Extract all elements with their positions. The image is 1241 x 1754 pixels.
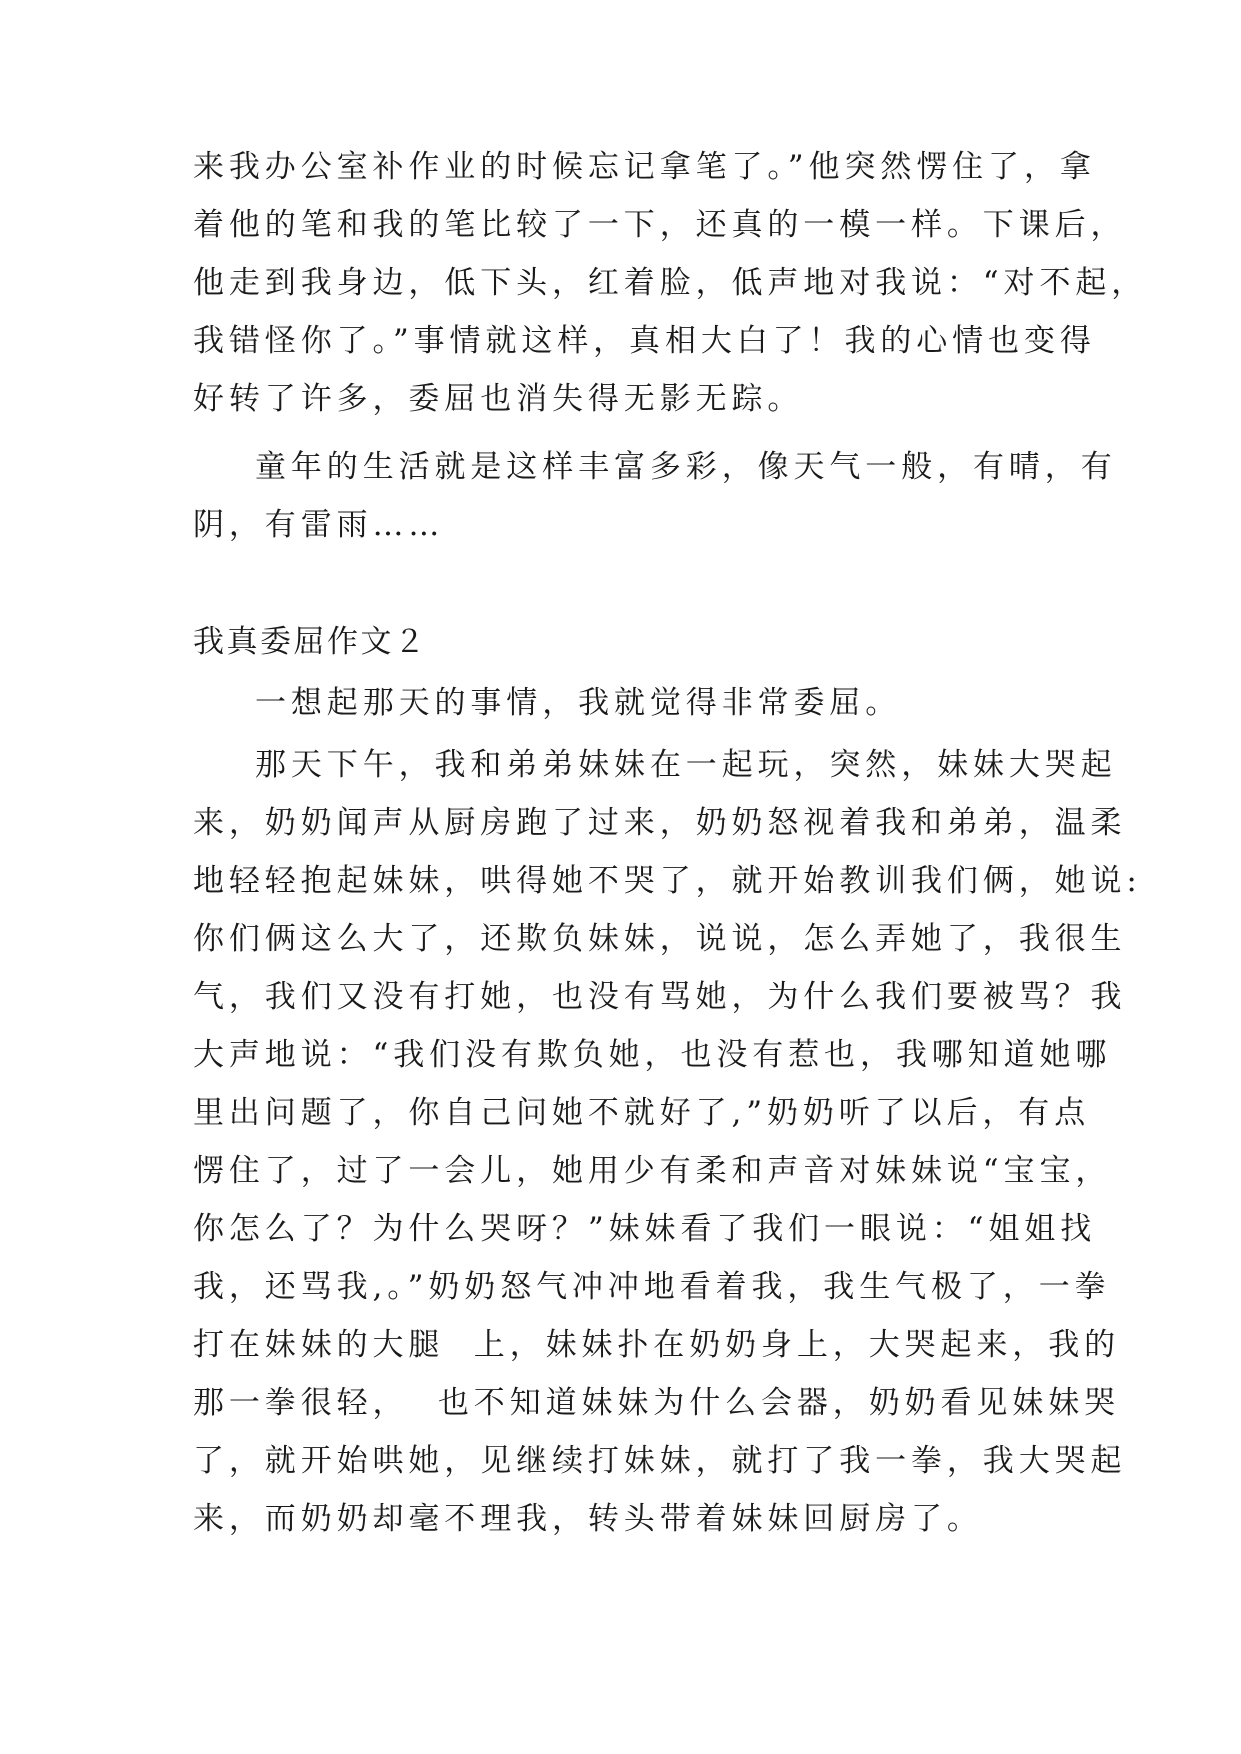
text-line: 你们俩这么大了，还欺负妹妹，说说，怎么弄她了，我很生 xyxy=(193,921,1127,957)
text-line: 打在妹妹的大腿 上，妹妹扑在奶奶身上，大哭起来，我的 xyxy=(193,1327,1121,1363)
text-line: 我，还骂我,。”奶奶怒气冲冲地看着我，我生气极了，一拳 xyxy=(193,1269,1111,1305)
text-line: 好转了许多，委屈也消失得无影无踪。 xyxy=(193,381,804,417)
paragraph-first-line: 那天下午，我和弟弟妹妹在一起玩，突然，妹妹大哭起 xyxy=(255,747,1117,783)
text-line: 气，我们又没有打她，也没有骂她，为什么我们要被骂？我 xyxy=(193,979,1127,1015)
text-line: 地轻轻抱起妹妹，哄得她不哭了，就开始教训我们俩，她说: xyxy=(193,863,1142,899)
text-line: 大声地说：“我们没有欺负她，也没有惹也，我哪知道她哪 xyxy=(193,1037,1112,1073)
text-line: 那一拳很轻， 也不知道妹妹为什么会器，奶奶看见妹妹哭 xyxy=(193,1385,1121,1421)
paragraph-first-line: 童年的生活就是这样丰富多彩，像天气一般，有晴，有 xyxy=(255,449,1117,485)
text-line: 来我办公室补作业的时候忘记拿笔了。”他突然愣住了，拿 xyxy=(193,149,1096,185)
text-line: 来，而奶奶却毫不理我，转头带着妹妹回厨房了。 xyxy=(193,1501,983,1537)
text-line: 你怎么了？为什么哭呀？”妹妹看了我们一眼说：“姐姐找 xyxy=(193,1211,1097,1247)
text-line: 阴，有雷雨…… xyxy=(193,507,445,543)
text-line: 着他的笔和我的笔比较了一下，还真的一模一样。下课后， xyxy=(193,207,1127,243)
text-line: 里出问题了，你自己问她不就好了,”奶奶听了以后，有点 xyxy=(193,1095,1091,1131)
text-line: 他走到我身边，低下头，红着脸，低声地对我说：“对不起， xyxy=(193,265,1148,301)
section-heading: 我真委屈作文２ xyxy=(193,624,428,660)
text-line: 了，就开始哄她，见继续打妹妹，就打了我一拳，我大哭起 xyxy=(193,1443,1127,1479)
text-line: 来，奶奶闻声从厨房跑了过来，奶奶怒视着我和弟弟，温柔 xyxy=(193,805,1127,841)
text-line: 我错怪你了。”事情就这样，真相大白了！我的心情也变得 xyxy=(193,323,1096,359)
paragraph-first-line: 一想起那天的事情，我就觉得非常委屈。 xyxy=(255,685,902,721)
text-line: 愣住了，过了一会儿，她用少有柔和声音对妹妹说“宝宝， xyxy=(193,1153,1112,1189)
